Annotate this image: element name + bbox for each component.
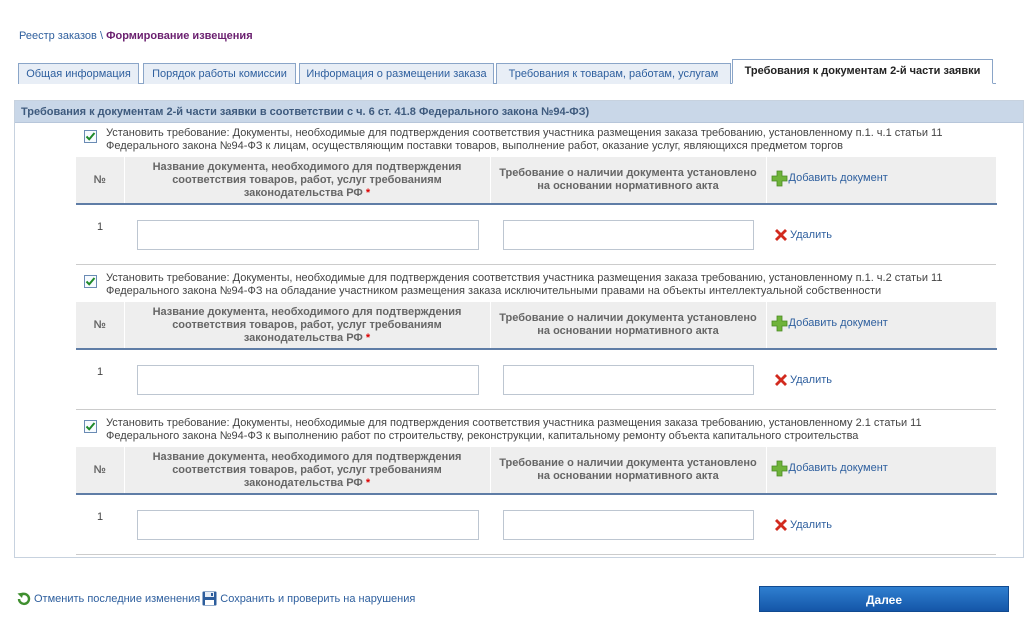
requirement-checkbox-3[interactable]: [84, 420, 97, 433]
add-cell: [766, 157, 996, 204]
breadcrumb: [19, 30, 253, 42]
add-cell: [766, 447, 996, 494]
col-header-requirement: Требование о наличии документа установлено на основании нормативного акта: [490, 302, 766, 349]
documents-table-3: [76, 447, 997, 555]
table-row: [76, 349, 996, 409]
add-document-button[interactable]: Добавить документ: [771, 315, 888, 332]
basis-cell: [490, 494, 766, 554]
basis-input[interactable]: [503, 365, 754, 395]
col-header-doc-name: Название документа, необходимого для подтверждения соответствия товаров, работ, услуг требованиям законодательства РФ *: [124, 447, 490, 494]
col-header-doc-name: Название документа, необходимого для подтверждения соответствия товаров, работ, услуг требованиям законодательства РФ *: [124, 157, 490, 204]
tab-placement-info[interactable]: Информация о размещении заказа: [299, 63, 494, 84]
doc-name-input[interactable]: [137, 510, 479, 540]
panel-title: Требования к документам 2-й части заявки в соответствии с ч. 6 ст. 41.8 Федерального закона №94-ФЗ): [15, 101, 1023, 123]
basis-cell: [490, 349, 766, 409]
doc-name-cell: [124, 494, 490, 554]
col-header-doc-name: Название документа, необходимого для подтверждения соответствия товаров, работ, услуг требованиям законодательства РФ *: [124, 302, 490, 349]
row-number: 1: [76, 349, 124, 409]
col-header-requirement: Требование о наличии документа установлено на основании нормативного акта: [490, 447, 766, 494]
col-header-num: №: [76, 157, 124, 204]
row-number: 1: [76, 204, 124, 264]
doc-name-input[interactable]: [137, 220, 479, 250]
red-x-icon: [773, 227, 789, 243]
documents-table-1: [76, 157, 997, 265]
requirement-block-1: [76, 127, 996, 241]
checkmark-icon: [85, 131, 96, 142]
table-row: [76, 494, 996, 554]
doc-name-cell: [124, 349, 490, 409]
basis-cell: [490, 204, 766, 264]
breadcrumb-current: Формирование извещения: [106, 30, 253, 42]
delete-button[interactable]: Удалить: [773, 517, 832, 533]
documents-table-2: [76, 302, 997, 410]
undo-arrow-icon: [16, 591, 31, 606]
footer-actions: [16, 591, 417, 606]
table-row: [76, 204, 996, 264]
col-header-num: №: [76, 302, 124, 349]
requirement-text-3: Установить требование: Документы, необходимые для подтверждения соответствия участника размещения заказа требованию, установленному 2.1 статьи 11 Федерального закона №94-ФЗ к выполнению работ по строительству, реконструкции, капитальному ремонту объекта капитального строительства: [106, 417, 922, 442]
plus-icon: [771, 460, 788, 477]
table-header-row: [76, 157, 996, 204]
checkmark-icon: [85, 276, 96, 287]
basis-input[interactable]: [503, 220, 754, 250]
requirement-block-2: [76, 272, 996, 386]
add-cell: [766, 302, 996, 349]
requirement-text-2: Установить требование: Документы, необходимые для подтверждения соответствия участника размещения заказа требованию, установленному п.1. ч.2 статьи 11 Федерального закона №94-ФЗ на обладание участником размещения заказа исключительными правами на объекты интеллектуальной собственности: [106, 272, 943, 297]
col-header-num: №: [76, 447, 124, 494]
tab-document-requirements[interactable]: Требования к документам 2-й части заявки: [732, 59, 993, 84]
plus-icon: [771, 170, 788, 187]
basis-input[interactable]: [503, 510, 754, 540]
requirement-checkbox-1[interactable]: [84, 130, 97, 143]
table-header-row: [76, 302, 996, 349]
doc-name-cell: [124, 204, 490, 264]
next-button[interactable]: Далее: [759, 586, 1009, 612]
doc-name-input[interactable]: [137, 365, 479, 395]
table-header-row: [76, 447, 996, 494]
tab-bar: [18, 60, 996, 84]
row-number: 1: [76, 494, 124, 554]
tab-general-info[interactable]: Общая информация: [18, 63, 139, 84]
delete-cell: [766, 494, 996, 554]
requirement-text-1: Установить требование: Документы, необходимые для подтверждения соответствия участника размещения заказа требованию, установленному п.1. ч.1 статьи 11 Федерального закона №94-ФЗ к лицам, осуществляющим поставки товаров, выполнение работ, оказание услуг, являющихся предметом торгов: [106, 127, 943, 152]
save-and-check-link[interactable]: Сохранить и проверить на нарушения: [202, 591, 415, 606]
red-x-icon: [773, 517, 789, 533]
requirement-block-3: [76, 417, 996, 531]
add-document-button[interactable]: Добавить документ: [771, 170, 888, 187]
add-document-button[interactable]: Добавить документ: [771, 460, 888, 477]
delete-button[interactable]: Удалить: [773, 227, 832, 243]
breadcrumb-link-orders-registry[interactable]: Реестр заказов: [19, 30, 97, 42]
floppy-disk-icon: [202, 591, 217, 606]
checkmark-icon: [85, 421, 96, 432]
plus-icon: [771, 315, 788, 332]
tab-goods-requirements[interactable]: Требования к товарам, работам, услугам: [496, 63, 731, 84]
delete-cell: [766, 349, 996, 409]
undo-changes-link[interactable]: Отменить последние изменения: [16, 591, 200, 606]
tab-commission-procedure[interactable]: Порядок работы комиссии: [143, 63, 296, 84]
col-header-requirement: Требование о наличии документа установлено на основании нормативного акта: [490, 157, 766, 204]
delete-button[interactable]: Удалить: [773, 372, 832, 388]
delete-cell: [766, 204, 996, 264]
red-x-icon: [773, 372, 789, 388]
requirement-checkbox-2[interactable]: [84, 275, 97, 288]
breadcrumb-separator: \: [99, 30, 104, 42]
